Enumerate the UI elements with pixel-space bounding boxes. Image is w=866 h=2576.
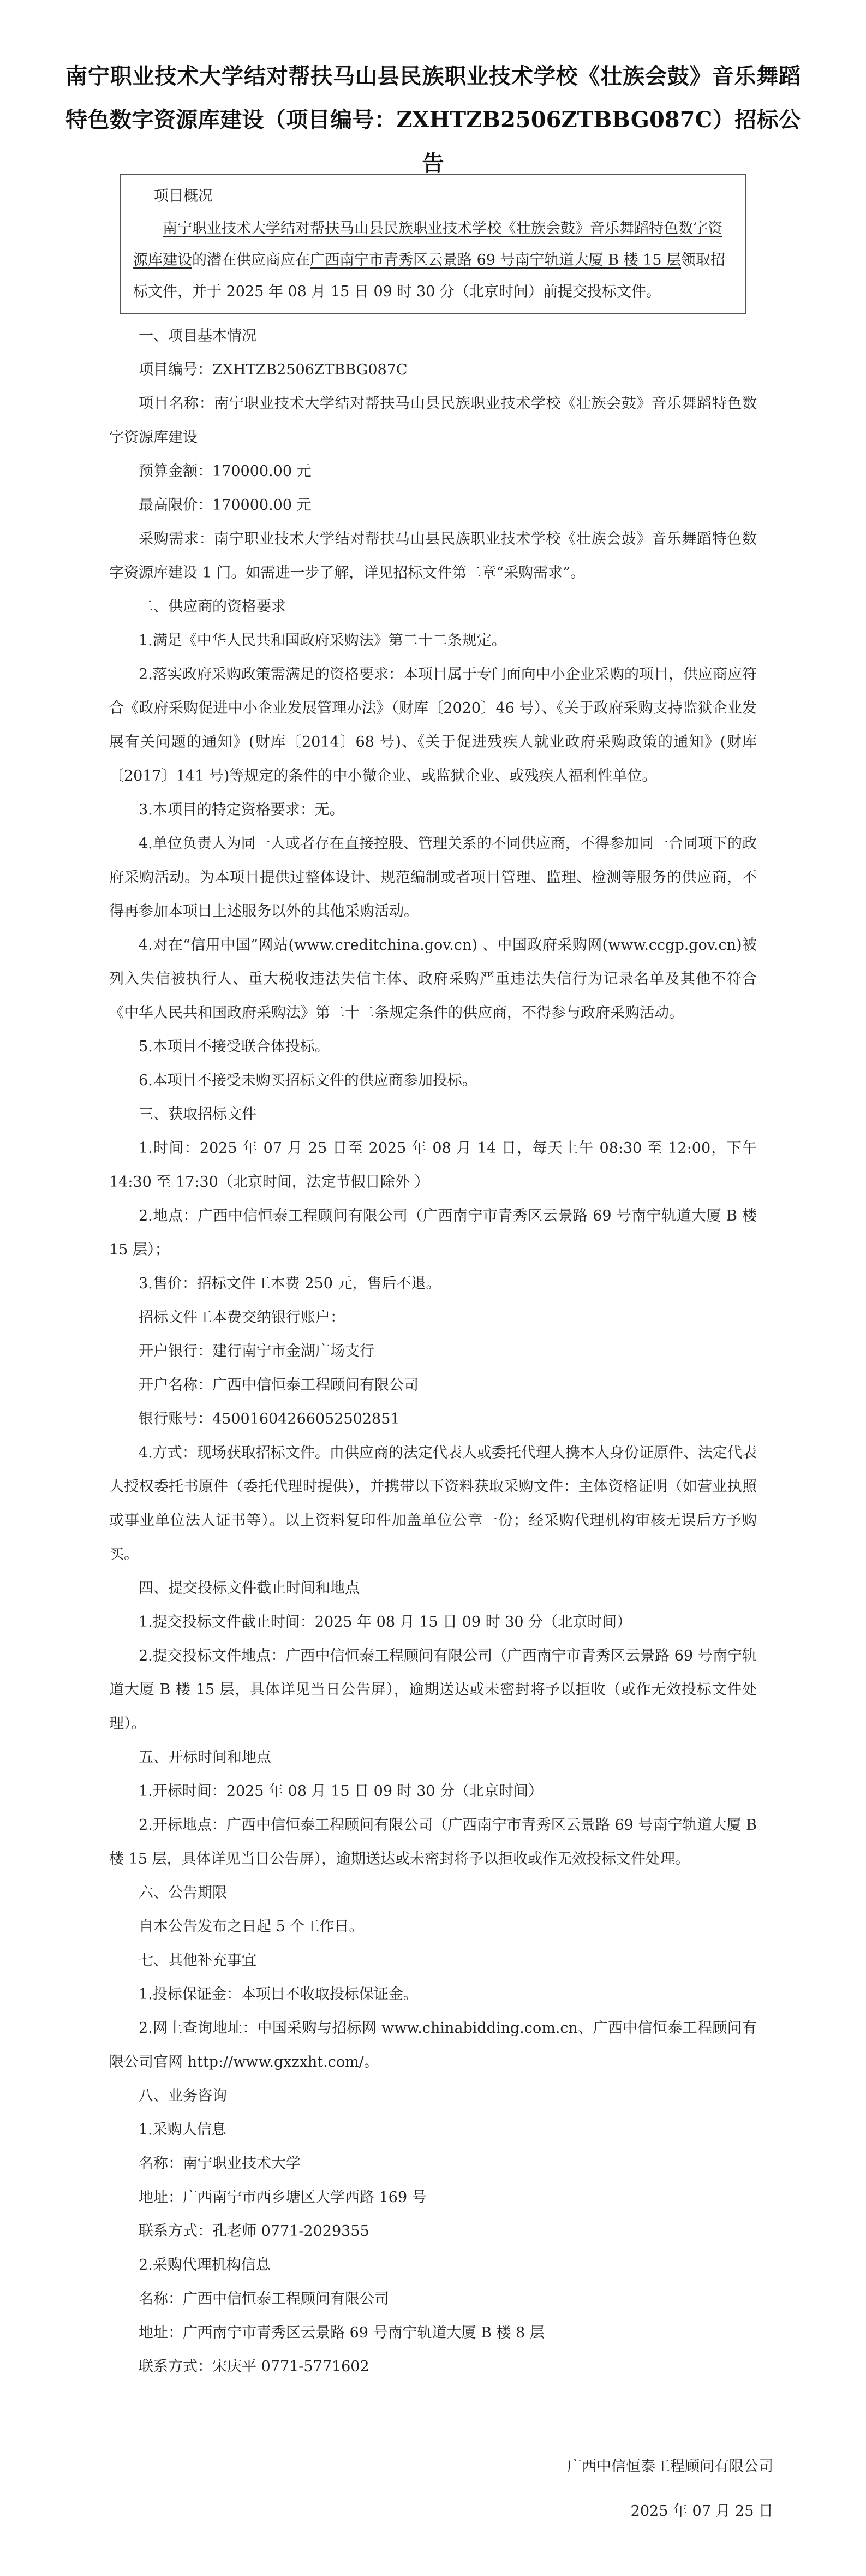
paragraph: 4.单位负责人为同一人或者存在直接控股、管理关系的不同供应商，不得参加同一合同项下的政府采购活动。为本项目提供过整体设计、规范编制或者项目管理、监理、检测等服务的供应商，不得再参加本项目上述服务以外的其他采购活动。 xyxy=(109,835,757,920)
paragraph: 4.方式：现场获取招标文件。由供应商的法定代表人或委托代理人携本人身份证原件、法定代表人授权委托书原件（委托代理时提供），并携带以下资料获取采购文件：主体资格证明（如营业执照或事业单位法人证书等）。以上资料复印件加盖单位公章一份；经采购代理机构审核无误后方予购买。 xyxy=(109,1444,757,1563)
signature-date: 2025 年 07 月 25 日 xyxy=(630,2503,773,2520)
paragraph: 名称：广西中信恒泰工程顾问有限公司 xyxy=(139,2291,389,2307)
project-summary-box xyxy=(120,174,746,314)
paragraph: 1.时间：2025 年 07 月 25 日至 2025 年 08 月 14 日，每天上午 08:30 至 12:00，下午 14:30 至 17:30（北京时间，法定节假日除外 ） xyxy=(109,1140,757,1191)
paragraph: 2.提交投标文件地点：广西中信恒泰工程顾问有限公司（广西南宁市青秀区云景路 69 号南宁轨道大厦 B 楼 15 层，具体详见当日公告屏），逾期送达或未密封将予以拒收（或作无效投标文件处理）。 xyxy=(109,1647,757,1732)
paragraph: 3.本项目的特定资格要求：无。 xyxy=(139,801,344,818)
paragraph: 一、项目基本情况 xyxy=(139,328,256,344)
paragraph: 6.本项目不接受未购买招标文件的供应商参加投标。 xyxy=(139,1072,477,1089)
summary-heading: 项目概况 xyxy=(154,188,213,205)
paragraph: 招标文件工本费交纳银行账户： xyxy=(139,1309,345,1326)
paragraph: 2.开标地点：广西中信恒泰工程顾问有限公司（广西南宁市青秀区云景路 69 号南宁轨道大厦 B 楼 15 层，具体详见当日公告屏），逾期送达或未密封将予以拒收或作无效投标文件处理。 xyxy=(109,1817,757,1867)
paragraph: 四、提交投标文件截止时间和地点 xyxy=(139,1580,360,1597)
paragraph: 2.采购代理机构信息 xyxy=(139,2257,271,2274)
paragraph: 1.采购人信息 xyxy=(139,2121,226,2138)
paragraph: 采购需求：南宁职业技术大学结对帮扶马山县民族职业技术学校《壮族会鼓》音乐舞蹈特色数字资源库建设 1 门。如需进一步了解，详见招标文件第二章“采购需求”。 xyxy=(109,531,757,581)
paragraph: 2.网上查询地址：中国采购与招标网 www.chinabidding.com.cn、广西中信恒泰工程顾问有限公司官网 http://www.gxzxht.com/。 xyxy=(109,2020,757,2071)
paragraph: 八、业务咨询 xyxy=(139,2087,227,2104)
paragraph: 自本公告发布之日起 5 个工作日。 xyxy=(139,1918,364,1935)
paragraph: 1.投标保证金：本项目不收取投标保证金。 xyxy=(139,1986,418,2003)
summary-text-d: 领取招标文件，并于 2025 年 08 月 15 日 09 时 30 分（北京时间）前提交投标文件。 xyxy=(133,252,726,300)
paragraph: 联系方式：孔老师 0771-2029355 xyxy=(139,2223,369,2240)
paragraph: 1.开标时间：2025 年 08 月 15 日 09 时 30 分（北京时间） xyxy=(139,1783,544,1800)
paragraph: 5.本项目不接受联合体投标。 xyxy=(139,1038,330,1055)
paragraph: 项目名称：南宁职业技术大学结对帮扶马山县民族职业技术学校《壮族会鼓》音乐舞蹈特色数字资源库建设 xyxy=(109,395,757,446)
paragraph: 开户名称：广西中信恒泰工程顾问有限公司 xyxy=(139,1377,419,1394)
paragraph: 预算金额：170000.00 元 xyxy=(139,463,312,480)
paragraph: 七、其他补充事宜 xyxy=(139,1952,256,1969)
paragraph: 名称：南宁职业技术大学 xyxy=(139,2155,301,2172)
page-title: 南宁职业技术大学结对帮扶马山县民族职业技术学校《壮族会鼓》音乐舞蹈特色数字资源库建设（项目编号：ZXHTZB2506ZTBBG087C）招标公告 xyxy=(65,63,801,176)
summary-address: 广西南宁市青秀区云景路 69 号南宁轨道大厦 B 楼 15 层 xyxy=(310,252,682,269)
paragraph: 1.提交投标文件截止时间：2025 年 08 月 15 日 09 时 30 分（北京时间） xyxy=(139,1614,632,1631)
paragraph: 六、公告期限 xyxy=(139,1884,227,1901)
paragraph: 五、开标时间和地点 xyxy=(139,1749,271,1766)
paragraph: 4.对在“信用中国”网站(www.creditchina.gov.cn) 、中国政府采购网(www.ccgp.gov.cn)被列入失信被执行人、重大税收违法失信主体、政府采购严重违法失信行为记录名单及其他不符合《中华人民共和国政府采购法》第二十二条规定条件的供应商，不得参与政府采购活动。 xyxy=(109,937,757,1021)
announcement-body xyxy=(109,319,757,2384)
paragraph: 开户银行：建行南宁市金湖广场支行 xyxy=(139,1343,374,1360)
paragraph: 三、获取招标文件 xyxy=(139,1106,256,1123)
paragraph: 3.售价：招标文件工本费 250 元，售后不退。 xyxy=(139,1275,441,1292)
paragraph: 地址：广西南宁市西乡塘区大学西路 169 号 xyxy=(139,2189,427,2206)
paragraph: 地址：广西南宁市青秀区云景路 69 号南宁轨道大厦 B 楼 8 层 xyxy=(139,2324,545,2341)
signature-company: 广西中信恒泰工程顾问有限公司 xyxy=(567,2458,773,2475)
paragraph: 最高限价：170000.00 元 xyxy=(139,497,312,514)
paragraph: 2.地点：广西中信恒泰工程顾问有限公司（广西南宁市青秀区云景路 69 号南宁轨道大厦 B 楼 15 层）； xyxy=(109,1207,757,1258)
paragraph: 银行账号：45001604266052502851 xyxy=(139,1411,400,1427)
paragraph: 2.落实政府采购政策需满足的资格要求：本项目属于专门面向中小企业采购的项目，供应商应符合《政府采购促进中小企业发展管理办法》（财库〔2020〕46 号）、《关于政府采购支持监狱企业发展有关问题的通知》(财库〔2014〕68 号)、《关于促进残疾人就业政府采购政策的通知》(财库〔2017〕141 号)等规定的条件的中小微企业、或监狱企业、或残疾人福利性单位。 xyxy=(109,666,757,784)
summary-text-b: 的潜在供应商应在 xyxy=(192,252,310,269)
paragraph: 二、供应商的资格要求 xyxy=(139,598,286,615)
summary-body xyxy=(133,213,733,308)
paragraph: 项目编号：ZXHTZB2506ZTBBG087C xyxy=(139,361,408,378)
paragraph: 联系方式：宋庆平 0771-5771602 xyxy=(139,2358,369,2375)
summary-project-name: 南宁职业技术大学结对帮扶马山县民族职业技术学校《壮族会鼓》音乐舞蹈特色数字资源库建设 xyxy=(133,220,722,269)
paragraph: 1.满足《中华人民共和国政府采购法》第二十二条规定。 xyxy=(139,632,506,649)
